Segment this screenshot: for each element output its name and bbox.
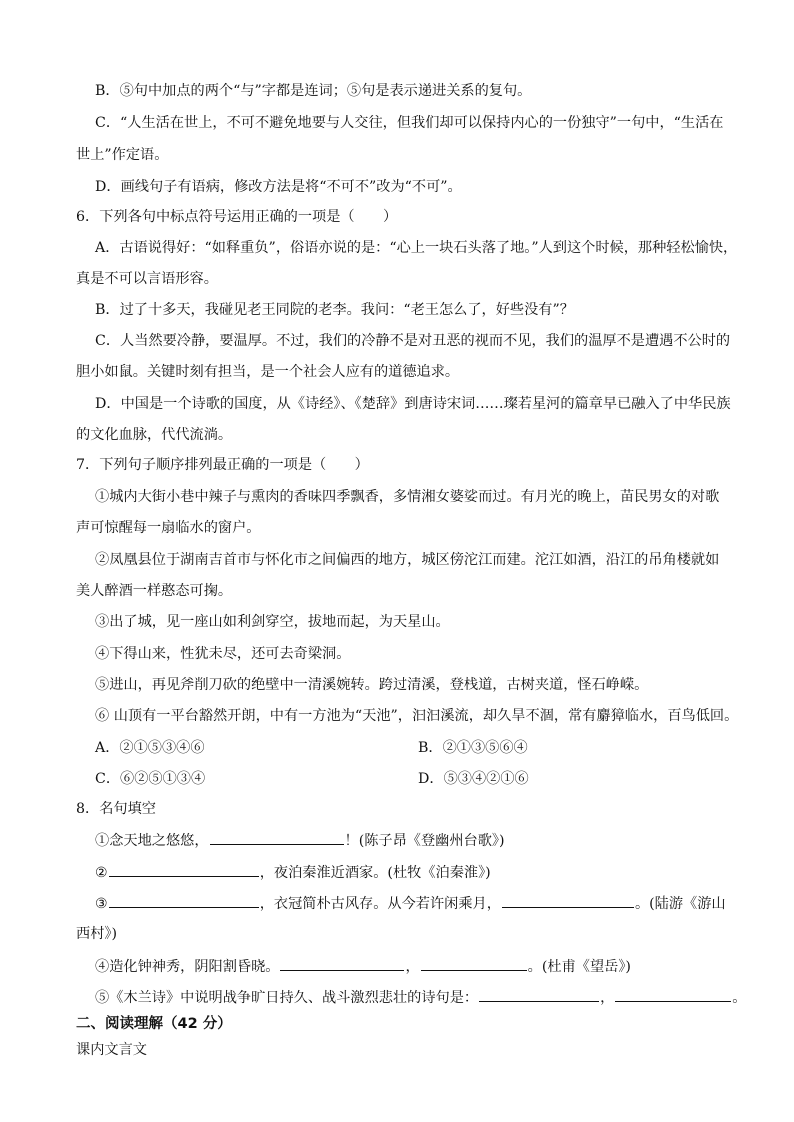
q8-item-3-prefix: ③ [95,896,108,912]
q8-item-5 [95,987,746,1008]
q7-sentence-5: ⑤进山，再见斧削刀砍的绝壁中一清溪婉转。跨过清溪，登栈道，古树夹道，怪石峥嵘。 [95,677,649,693]
q8-item-2 [95,862,491,883]
q8-item-3-middle: ，衣冠简朴古风存。从今若许闲乘月， [259,896,501,912]
q6-stem: 6．下列各句中标点符号运用正确的一项是（ ） [76,209,398,225]
q7-option-c: C．⑥②⑤①③④ [95,771,206,787]
q5-option-b: B．⑤句中加点的两个“与”字都是连词；⑤句是表示递进关系的复句。 [95,83,532,99]
q6-option-b: B．过了十多天，我碰见老王同院的老李。我问：“老王怎么了，好些没有”？ [95,302,574,318]
q7-sentence-2-line1: ②凤凰县位于湖南吉首市与怀化市之间偏西的地方，城区傍沱江而建。沱江如酒，沿江的吊角楼就如 [95,552,720,568]
q8-stem: 8．名句填空 [76,801,156,817]
q7-option-b: B．②①③⑤⑥④ [418,740,528,756]
q7-sentence-1-line2: 声可惊醒每一扇临水的窗户。 [76,520,261,536]
q8-item-1-prefix: ①念天地之悠悠， [95,833,209,849]
q5-option-c-line1: C．“人生活在世上，不可不避免地要与人交往，但我们却可以保持内心的一份独守”一句中，“生活在 [95,115,724,131]
q5-option-d: D．画线句子有语病，修改方法是将“不可不”改为“不可”。 [95,179,462,195]
q8-item-2-source: ，夜泊秦淮近酒家。(杜牧《泊秦淮》) [259,865,491,881]
q8-item-4-blank-2[interactable] [421,956,527,971]
q8-item-5-end: 。 [732,990,747,1006]
q8-item-5-blank-2[interactable] [615,987,731,1002]
q8-item-4-comma: ， [405,959,420,975]
q8-item-3-blank-1[interactable] [109,893,259,908]
q8-item-3 [95,893,726,914]
q6-option-a-line2: 真是不可以言语形容。 [76,271,218,287]
section-2-subheading: 课内文言文 [76,1042,147,1058]
q8-item-4-source: 。(杜甫《望岳》) [527,959,631,975]
q8-item-1-blank[interactable] [210,830,344,845]
q8-item-4-blank-1[interactable] [280,956,404,971]
q8-item-1 [95,830,505,851]
q8-item-5-blank-1[interactable] [479,987,599,1002]
q8-item-4-prefix: ④造化钟神秀，阴阳割昏晓。 [95,959,280,975]
q8-item-3-source: 。(陆游《游山 [634,896,726,912]
q7-sentence-2-line2: 美人醉酒一样憨态可掬。 [76,583,233,599]
q8-item-5-prefix: ⑤《木兰诗》中说明战争旷日持久、战斗激烈悲壮的诗句是： [95,990,479,1006]
q8-item-1-source: ！(陈子昂《登幽州台歌》) [344,833,505,849]
q8-item-3-blank-2[interactable] [502,893,634,908]
q8-item-2-blank[interactable] [109,862,259,877]
section-2-heading: 二、阅读理解（42 分） [76,1016,232,1032]
q7-option-d: D．⑤③④②①⑥ [418,771,529,787]
q7-sentence-1-line1: ①城内大街小巷中辣子与熏肉的香味四季飘香，多情湘女婆娑而过。有月光的晚上，苗民男女的对歌 [95,489,720,505]
q7-sentence-6: ⑥ 山顶有一平台豁然开朗，中有一方池为“天池”，汩汩溪流，却久旱不涸，常有麝獐临水，百鸟低回。 [95,708,739,724]
q8-item-3-line2: 西村》) [76,926,117,942]
q5-option-c-line2: 世上”作定语。 [76,147,169,163]
q6-option-c-line1: C．人当然要冷静，要温厚。不过，我们的冷静不是对丑恶的视而不见，我们的温厚不是遭遇不公时的 [95,333,731,349]
q6-option-c-line2: 胆小如鼠。关键时刻有担当，是一个社会人应有的道德追求。 [76,364,460,380]
q7-sentence-3: ③出了城，见一座山如利剑穿空，拔地而起，为天星山。 [95,614,450,630]
q7-stem: 7．下列句子顺序排列最正确的一项是（ ） [76,457,369,473]
q8-item-2-prefix: ② [95,865,108,881]
q6-option-d-line2: 的文化血脉，代代流淌。 [76,427,233,443]
q7-option-a: A．②①⑤③④⑥ [95,740,205,756]
q6-option-d-line1: D．中国是一个诗歌的国度，从《诗经》、《楚辞》到唐诗宋词……璨若星河的篇章早已融入了中华民族 [95,396,731,412]
q8-item-4 [95,956,631,977]
q8-item-5-comma: ， [600,990,615,1006]
q7-sentence-4: ④下得山来，性犹未尽，还可去奇梁洞。 [95,646,351,662]
q6-option-a-line1: A．古语说得好：“如释重负”，俗语亦说的是：“心上一块石头落了地。”人到这个时候，那种轻松愉快， [95,240,738,256]
